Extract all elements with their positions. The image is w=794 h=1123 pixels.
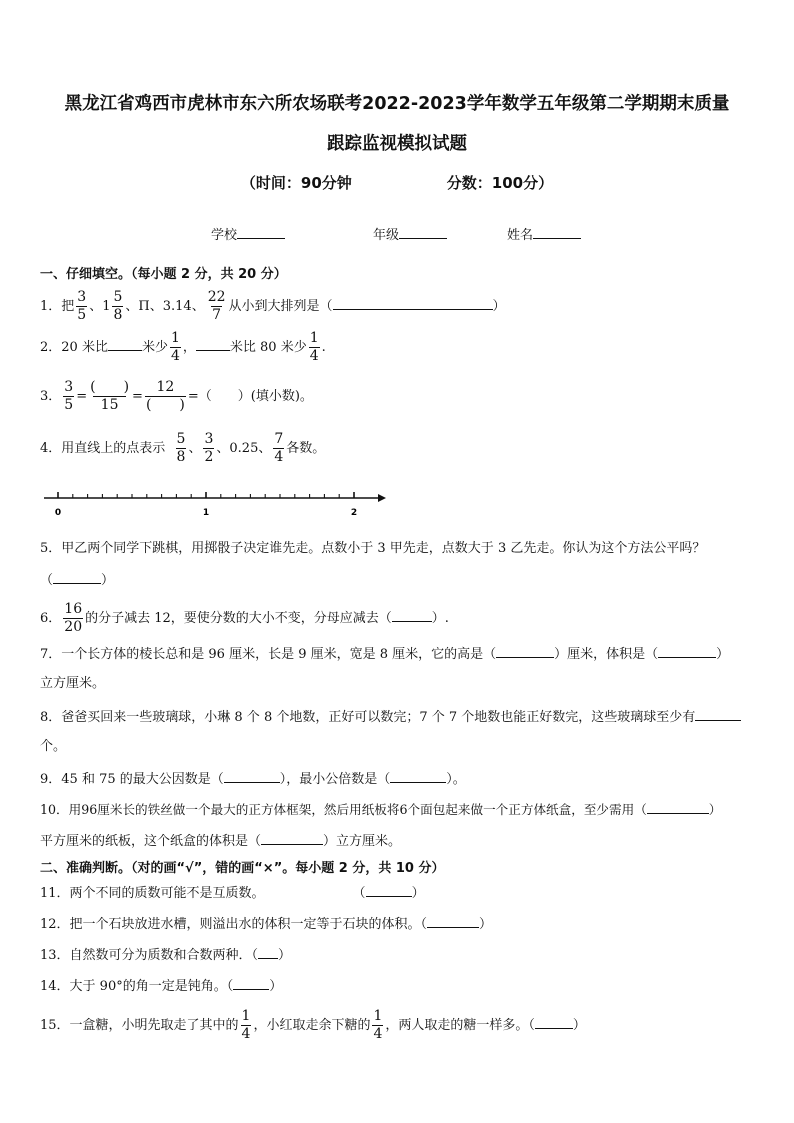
fraction: $\frac{1}{4}$	[170, 330, 180, 364]
tick-label: 2	[350, 508, 358, 518]
question-7-line2: 立方厘米。	[40, 676, 106, 691]
question-10: 10．用96厘米长的铁丝做一个最大的正方体框架，然后用纸板将6个面包起来做一个正方体纸盒，至少需用（ ）	[40, 802, 722, 817]
question-12: 12．把一个石块放进水槽，则溢出水的体积一定等于石块的体积。（ ）	[40, 917, 493, 932]
name-field	[507, 224, 581, 243]
section-2-heading: 二、准确判断。（对的画“√”，错的画“×”。每小题 2 分，共 10 分）	[40, 861, 445, 876]
question-6: 6． $\frac{16}{20}$ 的分子减去 12，要使分数的大小不变，分母应减去（ ）.	[40, 601, 449, 635]
question-14: 14．大于 90°的角一定是钝角。（ ）	[40, 979, 283, 994]
question-10-line2: 平方厘米的纸板，这个纸盒的体积是（ ）立方厘米。	[40, 834, 402, 849]
question-8: 8．爸爸买回来一些玻璃球，小琳 8 个 8 个地数，正好可以数完；7 个 7 个地数也能正好数完，这些玻璃球至少有	[40, 708, 741, 726]
time-label: （时间：90分钟	[240, 174, 352, 192]
question-3: 3． $\frac{3}{5}$ = $\frac{( )}{15}$ = $\frac{12}{( )}$ =（ ）(填小数)。	[40, 379, 313, 413]
q10-volume-blank[interactable]	[261, 832, 323, 845]
fraction: $\frac{3}{5}$	[64, 379, 74, 413]
question-8-line2: 个。	[40, 739, 67, 754]
question-5: 5．甲乙两个同学下跳棋，用掷骰子决定谁先走。点数小于 3 甲先走，点数大于 3 乙先走。你认为这个方法公平吗？	[40, 541, 706, 556]
q9-lcm-blank[interactable]	[390, 770, 446, 783]
school-blank[interactable]	[237, 225, 285, 239]
q13-answer-blank[interactable]	[258, 946, 278, 959]
q1-text: 1．把	[40, 299, 75, 314]
q5-answer-blank[interactable]	[53, 571, 101, 584]
question-4: 4．用直线上的点表示 $\frac{5}{8}$ 、 $\frac{3}{2}$ 、0.25、 $\frac{7}{4}$ 各数。	[40, 431, 326, 465]
exam-time-score	[0, 172, 794, 193]
fraction: $\frac{1}{4}$	[373, 1008, 383, 1042]
fraction-blank[interactable]: $\frac{12}{( )}$	[145, 379, 185, 413]
fraction-blank[interactable]: $\frac{( )}{15}$	[90, 379, 130, 413]
fraction: $\frac{1}{4}$	[309, 330, 319, 364]
grade-blank[interactable]	[399, 225, 447, 239]
question-5-answer: （ ）	[40, 573, 115, 588]
tick-label: 1	[202, 508, 210, 518]
number-line-arrow	[378, 494, 386, 502]
fraction: $\frac{3}{2}$	[204, 431, 214, 465]
q9-gcd-blank[interactable]	[224, 770, 280, 783]
fraction: $\frac{22}{7}$	[207, 289, 226, 323]
fraction: $\frac{1}{4}$	[241, 1008, 251, 1042]
school-label: 学校	[211, 228, 238, 243]
q8-answer-blank[interactable]	[695, 708, 741, 721]
q12-answer-blank[interactable]	[427, 915, 479, 928]
q2-blank-1[interactable]	[108, 338, 142, 351]
q7-volume-blank[interactable]	[658, 645, 716, 658]
exam-title-line1: 黑龙江省鸡西市虎林市东六所农场联考2022-2023学年数学五年级第二学期期末质量	[64, 94, 730, 114]
q15-answer-blank[interactable]	[535, 1016, 573, 1029]
fraction: $\frac{16}{20}$	[64, 601, 83, 635]
fraction: $\frac{5}{8}$	[113, 289, 123, 323]
q1-answer-blank[interactable]	[333, 297, 493, 310]
exam-title-line2: 跟踪监视模拟试题	[327, 134, 467, 154]
tick-label: 0	[54, 508, 62, 518]
question-15: 15．一盒糖，小明先取走了其中的 $\frac{1}{4}$ ，小红取走余下糖的 $\frac{1}{4}$ ，两人取走的糖一样多。（ ）	[40, 1008, 586, 1042]
fraction: $\frac{3}{5}$	[77, 289, 87, 323]
grade-field	[373, 224, 447, 243]
q2-blank-2[interactable]	[196, 338, 230, 351]
number-line	[40, 488, 390, 524]
section-1-heading: 一、仔细填空。（每小题 2 分，共 20 分）	[40, 267, 287, 282]
name-blank[interactable]	[533, 225, 581, 239]
question-2: 2．20 米比 米少 $\frac{1}{4}$ ， 米比 80 米少 $\frac{1}{4}$ .	[40, 330, 326, 364]
question-1: 1．把 $\frac{3}{5}$ 、1 $\frac{5}{8}$ 、Π、3.14、 $\frac{22}{7}$ 从小到大排列是（ ）	[40, 289, 506, 323]
score-label: 分数：100分）	[446, 174, 554, 192]
question-11: 11．两个不同的质数可能不是互质数。 （ ）	[40, 886, 425, 901]
name-label: 姓名	[507, 228, 534, 243]
q7-height-blank[interactable]	[496, 645, 554, 658]
q6-answer-blank[interactable]	[392, 609, 432, 622]
question-9: 9．45 和 75 的最大公因数是（ ），最小公倍数是（ ）。	[40, 772, 466, 787]
q10-area-blank[interactable]	[647, 801, 709, 814]
q14-answer-blank[interactable]	[233, 977, 269, 990]
fraction: $\frac{7}{4}$	[274, 431, 284, 465]
fraction: $\frac{5}{8}$	[176, 431, 186, 465]
grade-label: 年级	[373, 228, 400, 243]
question-7: 7．一个长方体的棱长总和是 96 厘米，长是 9 厘米，宽是 8 厘米，它的高是（ ）厘米，体积是（ ）	[40, 647, 730, 662]
q11-answer-blank[interactable]	[366, 884, 412, 897]
school-field	[211, 224, 285, 243]
question-13: 13．自然数可分为质数和合数两种．（ ）	[40, 948, 292, 963]
